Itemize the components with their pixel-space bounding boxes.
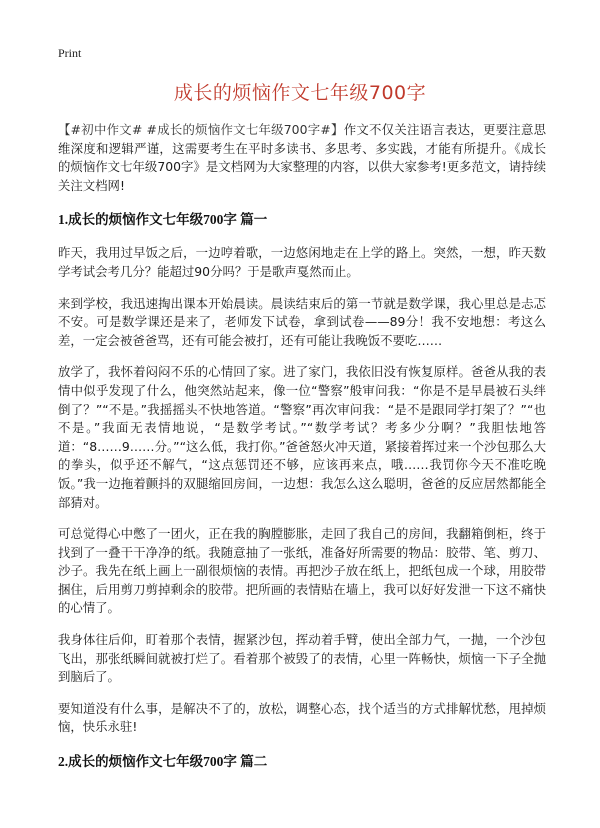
section-heading-1: 1.成长的烦恼作文七年级700字 篇一 [58, 212, 268, 228]
paragraph-6: 要知道没有什么事，是解决不了的，放松，调整心态，找个适当的方式排解忧愁，甩掉烦恼，快乐永驻! [58, 700, 546, 735]
intro-paragraph [58, 121, 546, 195]
print-link[interactable]: Print [58, 46, 82, 60]
paragraph-1: 昨天，我用过早饭之后，一边哼着歌，一边悠闲地走在上学的路上。突然，一想，昨天数学考试会考几分？能超过90分吗？于是歌声戛然而止。 [58, 245, 546, 279]
paragraph-2: 来到学校，我迅速掏出课本开始晨读。晨读结束后的第一节就是数学课，我心里总是忐忑不安。可是数学课还是来了，老师发下试卷，拿到试卷——89分！我不安地想：考这么差，一定会被爸爸骂，还有可能会被打，还有可能让我晚饭不要吃…… [58, 295, 546, 348]
paragraph-4: 可总觉得心中憋了一团火，正在我的胸膛膨胀，走回了我自己的房间，我翻箱倒柜，终于找到了一叠干干净净的纸。我随意抽了一张纸，准备好所需要的物品：胶带、笔、剪刀、沙子。我先在纸上画上一副很烦恼的表情。再把沙子放在纸上，把纸包成一个球，用胶带捆住，后用剪刀剪掉剩余的胶带。把所画的表情贴在墙上，我可以好好发泄一下这不痛快的心情了。 [58, 526, 546, 616]
paragraph-5: 我身体往后仰，盯着那个表情，握紧沙包，挥动着手臂，使出全部力气，一抛，一个沙包飞出，那张纸瞬间就被打烂了。看着那个被毁了的表情，心里一阵畅快，烦恼一下子全抛到脑后了。 [58, 632, 546, 685]
intro-text: 作文不仅关注语言表达，更要注意思维深度和逻辑严谨，这需要考生在平时多读书、多思考、多实践，才能有所提升。《成长的烦恼作文七年级700字》是文档网为大家整理的内容，以供大家参考!更多范文，请持续关注文档网! [58, 122, 547, 193]
page-title: 成长的烦恼作文七年级700字 [173, 82, 427, 104]
article-body [58, 121, 546, 786]
paragraph-3: 放学了，我怀着闷闷不乐的心情回了家。进了家门，我依旧没有恢复原样。爸爸从我的表情中似乎发现了什么，他突然站起来，像一位“警察”般审问我：“你是不是早晨被石头绊倒了？”“不是。”我摇摇头不快地答道。“警察”再次审问我：“是不是跟同学打架了？”“也不是。”我面无表情地说，“是数学考试。”“数学考试？考多少分啊？”我胆怯地答道：“8……9……分。”“这么低，我打你。”爸爸怒火冲天道，紧接着挥过来一个沙包那么大的拳头，似乎还不解气，“这点惩罚还不够，应该再来点，哦……我罚你今天不准吃晚饭。”我一边拖着颤抖的双腿缩回房间，一边想：我怎么这么聪明，爸爸的反应居然都能全部猜对。 [58, 364, 546, 510]
intro-tag: 【#初中作文# #成长的烦恼作文七年级700字#】 [58, 122, 344, 137]
section-heading-2: 2.成长的烦恼作文七年级700字 篇二 [58, 754, 268, 770]
